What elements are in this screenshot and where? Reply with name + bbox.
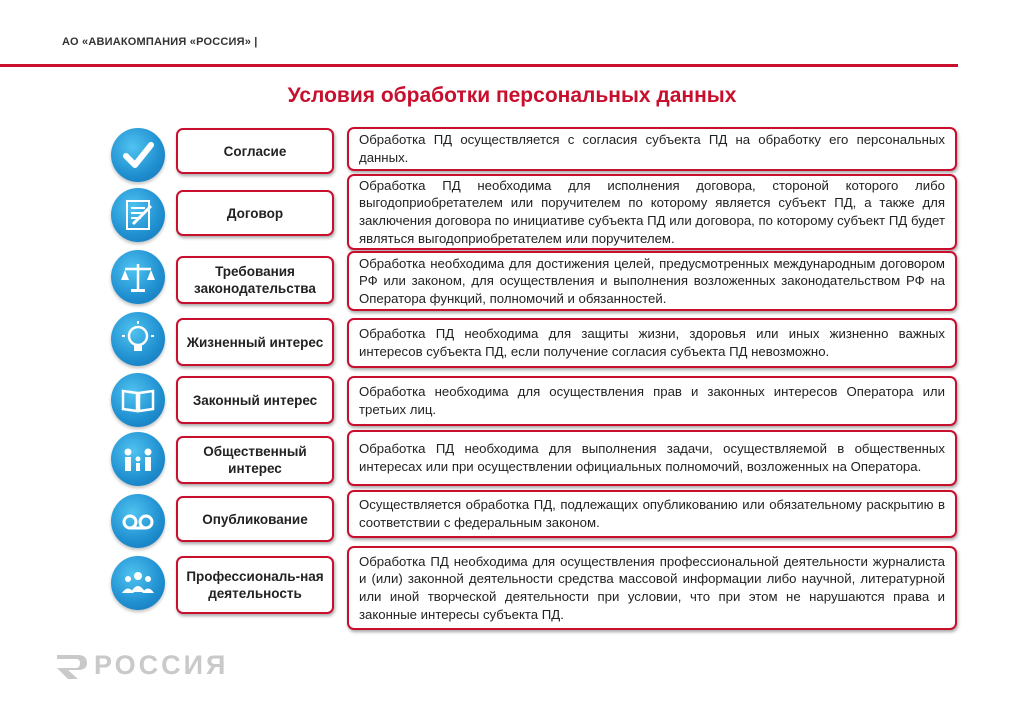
condition-description: Обработка необходима для достижения целей, предусмотренных международным договором РФ или законом, для осуществления и выполнения возложенных законодательством РФ на Оператора функций, полномочий и обязанностей.	[347, 251, 957, 311]
condition-label: Профессиональ-ная деятельность	[176, 556, 334, 614]
page-title: Условия обработки персональных данных	[287, 84, 737, 107]
condition-label: Общественный интерес	[176, 436, 334, 484]
rossiya-logo	[54, 650, 228, 681]
lightbulb-icon	[111, 312, 165, 366]
group-icon	[111, 556, 165, 610]
condition-label: Согласие	[176, 128, 334, 174]
condition-description: Обработка ПД осуществляется с согласия субъекта ПД на обработку его персональных данных.	[347, 127, 957, 171]
logo-text: РОССИЯ	[94, 650, 229, 680]
condition-description: Обработка ПД необходима для исполнения договора, стороной которого либо выгодоприобретателем или поручителем по которому является субъект ПД, а также для заключения договора по инициативе субъекта ПД или договора, по которому субъект ПД будет являться выгодоприобретателем или поручителем.	[347, 174, 957, 250]
condition-label: Требования законодательства	[176, 256, 334, 304]
condition-description: Обработка ПД необходима для осуществления профессиональной деятельности журналиста и (или) законной деятельности средства массовой информации либо научной, литературной или иной творческой деятельности при условии, что при этом не нарушаются права и законные интересы субъекта ПД.	[347, 546, 957, 630]
checkmark-icon	[111, 128, 165, 182]
condition-label: Договор	[176, 190, 334, 236]
company-header: АО «АВИАКОМПАНИЯ «РОССИЯ» |	[62, 36, 258, 48]
rossiya-logo-icon	[54, 651, 90, 681]
condition-label: Опубликование	[176, 496, 334, 542]
condition-description: Обработка ПД необходима для выполнения задачи, осуществляемой в общественных интересах или при осуществлении официальных полномочий, возложенных на Оператора.	[347, 430, 957, 486]
scales-icon	[111, 250, 165, 304]
condition-label: Жизненный интерес	[176, 318, 334, 366]
contract-document-icon	[111, 188, 165, 242]
header-divider	[0, 64, 958, 67]
book-icon	[111, 373, 165, 427]
condition-description: Обработка ПД необходима для защиты жизни, здоровья или иных жизненно важных интересов субъекта ПД, если получение согласия субъекта ПД невозможно.	[347, 318, 957, 368]
condition-label: Законный интерес	[176, 376, 334, 424]
condition-description: Осуществляется обработка ПД, подлежащих опубликованию или обязательному раскрытию в соответствии с федеральным законом.	[347, 490, 957, 538]
voicemail-icon	[111, 494, 165, 548]
condition-description: Обработка необходима для осуществления прав и законных интересов Оператора или третьих лиц.	[347, 376, 957, 426]
family-icon	[111, 432, 165, 486]
